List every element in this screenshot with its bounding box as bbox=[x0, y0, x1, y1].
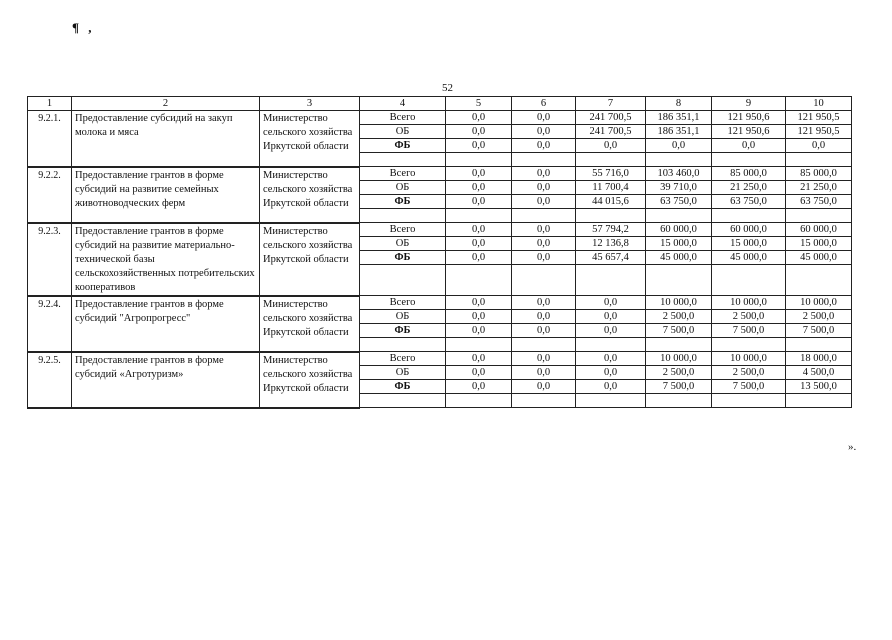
empty-cell bbox=[712, 265, 786, 296]
empty-cell bbox=[360, 209, 446, 223]
amount-cell: 60 000,0 bbox=[786, 223, 852, 237]
amount-cell: 0,0 bbox=[712, 139, 786, 153]
amount-cell: 0,0 bbox=[446, 125, 512, 139]
amount-cell: 7 500,0 bbox=[712, 380, 786, 394]
empty-cell bbox=[512, 265, 576, 296]
funding-source: Всего bbox=[360, 167, 446, 181]
header-cell: 6 bbox=[512, 97, 576, 111]
header-cell: 7 bbox=[576, 97, 646, 111]
measure-title-line: технической базы bbox=[75, 253, 155, 265]
amount-cell: 4 500,0 bbox=[786, 366, 852, 380]
measure-title-line: Предоставление субсидий на закуп bbox=[75, 113, 233, 124]
amount-cell: 15 000,0 bbox=[712, 237, 786, 251]
empty-cell bbox=[646, 209, 712, 223]
header-cell: 1 bbox=[28, 97, 72, 111]
amount-cell: 0,0 bbox=[512, 195, 576, 209]
empty-cell bbox=[360, 394, 446, 408]
table-row bbox=[28, 111, 852, 125]
table-row bbox=[28, 296, 852, 310]
amount-cell: 186 351,1 bbox=[646, 125, 712, 139]
amount-cell: 186 351,1 bbox=[646, 111, 712, 125]
amount-cell: 10 000,0 bbox=[646, 352, 712, 366]
amount-cell: 0,0 bbox=[576, 352, 646, 366]
amount-cell: 2 500,0 bbox=[712, 310, 786, 324]
measure-title-line: субсидий "Агропрогресс" bbox=[75, 312, 191, 324]
funding-source: ФБ bbox=[360, 195, 446, 209]
amount-cell: 44 015,6 bbox=[576, 195, 646, 209]
empty-cell bbox=[360, 338, 446, 352]
measure-title-line: кооперативов bbox=[75, 281, 136, 293]
executor-line: Министерство bbox=[263, 169, 328, 181]
amount-cell: 45 657,4 bbox=[576, 251, 646, 265]
empty-cell bbox=[446, 265, 512, 296]
amount-cell: 0,0 bbox=[786, 139, 852, 153]
amount-cell: 2 500,0 bbox=[712, 366, 786, 380]
amount-cell: 121 950,6 bbox=[712, 125, 786, 139]
row-number: 9.2.2. bbox=[28, 167, 72, 223]
funding-source: ФБ bbox=[360, 139, 446, 153]
amount-cell: 0,0 bbox=[446, 310, 512, 324]
closing-quote-mark: ». bbox=[848, 441, 857, 453]
empty-cell bbox=[360, 153, 446, 167]
header-cell: 2 bbox=[72, 97, 260, 111]
funding-source: Всего bbox=[360, 223, 446, 237]
empty-cell bbox=[576, 338, 646, 352]
amount-cell: 0,0 bbox=[576, 366, 646, 380]
empty-cell bbox=[512, 153, 576, 167]
funding-source: ОБ bbox=[360, 366, 446, 380]
header-cell: 9 bbox=[712, 97, 786, 111]
executor-cell bbox=[260, 111, 360, 167]
empty-cell bbox=[786, 338, 852, 352]
amount-cell: 13 500,0 bbox=[786, 380, 852, 394]
executor-line: сельского хозяйства bbox=[263, 183, 353, 195]
row-number: 9.2.3. bbox=[28, 223, 72, 296]
amount-cell: 0,0 bbox=[576, 324, 646, 338]
measure-title-line: молока и мяса bbox=[75, 127, 139, 138]
amount-cell: 0,0 bbox=[512, 296, 576, 310]
amount-cell: 0,0 bbox=[512, 310, 576, 324]
amount-cell: 39 710,0 bbox=[646, 181, 712, 195]
amount-cell: 0,0 bbox=[512, 251, 576, 265]
empty-cell bbox=[576, 153, 646, 167]
amount-cell: 60 000,0 bbox=[712, 223, 786, 237]
measure-title bbox=[72, 111, 260, 167]
header-cell: 8 bbox=[646, 97, 712, 111]
measure-title-line: Предоставление грантов в форме bbox=[75, 169, 224, 181]
amount-cell: 0,0 bbox=[446, 111, 512, 125]
amount-cell: 10 000,0 bbox=[712, 352, 786, 366]
amount-cell: 7 500,0 bbox=[786, 324, 852, 338]
empty-cell bbox=[786, 265, 852, 296]
funding-source: ФБ bbox=[360, 251, 446, 265]
measure-title-line: Предоставление грантов в форме bbox=[75, 298, 224, 310]
empty-cell bbox=[360, 265, 446, 296]
funding-source: Всего bbox=[360, 352, 446, 366]
empty-cell bbox=[712, 153, 786, 167]
amount-cell: 0,0 bbox=[446, 380, 512, 394]
amount-cell: 63 750,0 bbox=[786, 195, 852, 209]
amount-cell: 10 000,0 bbox=[712, 296, 786, 310]
amount-cell: 0,0 bbox=[512, 380, 576, 394]
amount-cell: 0,0 bbox=[512, 167, 576, 181]
amount-cell: 241 700,5 bbox=[576, 111, 646, 125]
amount-cell: 0,0 bbox=[576, 310, 646, 324]
empty-cell bbox=[512, 394, 576, 408]
amount-cell: 0,0 bbox=[446, 324, 512, 338]
amount-cell: 10 000,0 bbox=[786, 296, 852, 310]
table-row bbox=[28, 352, 852, 366]
amount-cell: 0,0 bbox=[446, 251, 512, 265]
amount-cell: 0,0 bbox=[576, 139, 646, 153]
measure-title-line: животноводческих ферм bbox=[75, 197, 186, 209]
amount-cell: 0,0 bbox=[512, 366, 576, 380]
empty-cell bbox=[576, 209, 646, 223]
row-number: 9.2.5. bbox=[28, 352, 72, 408]
amount-cell: 12 136,8 bbox=[576, 237, 646, 251]
executor-line: сельского хозяйства bbox=[263, 312, 353, 324]
measure-title-line: субсидий на развитие семейных bbox=[75, 183, 219, 195]
measure-title-line: Предоставление грантов в форме bbox=[75, 225, 224, 237]
amount-cell: 0,0 bbox=[446, 167, 512, 181]
header-cell: 5 bbox=[446, 97, 512, 111]
measure-title bbox=[72, 223, 260, 296]
measure-title bbox=[72, 167, 260, 223]
amount-cell: 45 000,0 bbox=[786, 251, 852, 265]
empty-cell bbox=[646, 394, 712, 408]
executor-line: Иркутской области bbox=[263, 253, 349, 265]
amount-cell: 63 750,0 bbox=[646, 195, 712, 209]
empty-cell bbox=[576, 394, 646, 408]
empty-cell bbox=[712, 209, 786, 223]
empty-cell bbox=[512, 209, 576, 223]
measure-title-line: субсидий «Агротуризм» bbox=[75, 368, 184, 380]
table-row bbox=[28, 223, 852, 237]
executor-cell bbox=[260, 223, 360, 296]
executor-cell bbox=[260, 352, 360, 408]
amount-cell: 85 000,0 bbox=[712, 167, 786, 181]
amount-cell: 18 000,0 bbox=[786, 352, 852, 366]
measure-title-line: Предоставление грантов в форме bbox=[75, 354, 224, 366]
executor-line: Министерство bbox=[263, 113, 328, 124]
amount-cell: 0,0 bbox=[512, 111, 576, 125]
amount-cell: 0,0 bbox=[576, 380, 646, 394]
amount-cell: 15 000,0 bbox=[786, 237, 852, 251]
budget-table bbox=[27, 96, 852, 409]
amount-cell: 0,0 bbox=[512, 139, 576, 153]
amount-cell: 45 000,0 bbox=[712, 251, 786, 265]
executor-line: Иркутской области bbox=[263, 141, 349, 152]
scan-mark: ¶ , bbox=[72, 20, 95, 35]
amount-cell: 0,0 bbox=[446, 181, 512, 195]
amount-cell: 103 460,0 bbox=[646, 167, 712, 181]
amount-cell: 0,0 bbox=[446, 352, 512, 366]
funding-source: Всего bbox=[360, 296, 446, 310]
amount-cell: 121 950,6 bbox=[712, 111, 786, 125]
amount-cell: 7 500,0 bbox=[646, 380, 712, 394]
funding-source: ОБ bbox=[360, 237, 446, 251]
empty-cell bbox=[446, 153, 512, 167]
amount-cell: 0,0 bbox=[446, 195, 512, 209]
executor-line: Министерство bbox=[263, 225, 328, 237]
amount-cell: 0,0 bbox=[446, 237, 512, 251]
measure-title bbox=[72, 352, 260, 408]
funding-source: ФБ bbox=[360, 324, 446, 338]
amount-cell: 121 950,5 bbox=[786, 125, 852, 139]
funding-source: ОБ bbox=[360, 125, 446, 139]
empty-cell bbox=[576, 265, 646, 296]
amount-cell: 0,0 bbox=[446, 139, 512, 153]
executor-line: Министерство bbox=[263, 354, 328, 366]
measure-title-line: субсидий на развитие материально- bbox=[75, 239, 235, 251]
header-cell: 4 bbox=[360, 97, 446, 111]
measure-title bbox=[72, 296, 260, 352]
amount-cell: 0,0 bbox=[512, 125, 576, 139]
amount-cell: 0,0 bbox=[446, 223, 512, 237]
table-row bbox=[28, 167, 852, 181]
amount-cell: 10 000,0 bbox=[646, 296, 712, 310]
amount-cell: 0,0 bbox=[512, 352, 576, 366]
amount-cell: 0,0 bbox=[576, 296, 646, 310]
funding-source: ОБ bbox=[360, 181, 446, 195]
amount-cell: 60 000,0 bbox=[646, 223, 712, 237]
amount-cell: 11 700,4 bbox=[576, 181, 646, 195]
amount-cell: 2 500,0 bbox=[646, 366, 712, 380]
empty-cell bbox=[646, 338, 712, 352]
funding-source: ФБ bbox=[360, 380, 446, 394]
header-cell: 10 bbox=[786, 97, 852, 111]
amount-cell: 15 000,0 bbox=[646, 237, 712, 251]
executor-line: Иркутской области bbox=[263, 382, 349, 394]
amount-cell: 45 000,0 bbox=[646, 251, 712, 265]
executor-line: Министерство bbox=[263, 298, 328, 310]
amount-cell: 21 250,0 bbox=[786, 181, 852, 195]
amount-cell: 2 500,0 bbox=[646, 310, 712, 324]
empty-cell bbox=[786, 153, 852, 167]
header-cell: 3 bbox=[260, 97, 360, 111]
amount-cell: 241 700,5 bbox=[576, 125, 646, 139]
empty-cell bbox=[512, 338, 576, 352]
executor-line: сельского хозяйства bbox=[263, 239, 353, 251]
amount-cell: 2 500,0 bbox=[786, 310, 852, 324]
row-number: 9.2.1. bbox=[28, 111, 72, 167]
funding-source: Всего bbox=[360, 111, 446, 125]
empty-cell bbox=[446, 209, 512, 223]
empty-cell bbox=[786, 209, 852, 223]
empty-cell bbox=[646, 265, 712, 296]
row-number: 9.2.4. bbox=[28, 296, 72, 352]
amount-cell: 57 794,2 bbox=[576, 223, 646, 237]
amount-cell: 63 750,0 bbox=[712, 195, 786, 209]
measure-title-line: сельскохозяйственных потребительских bbox=[75, 267, 255, 279]
amount-cell: 55 716,0 bbox=[576, 167, 646, 181]
amount-cell: 85 000,0 bbox=[786, 167, 852, 181]
empty-cell bbox=[446, 394, 512, 408]
empty-cell bbox=[712, 394, 786, 408]
empty-cell bbox=[786, 394, 852, 408]
page-number: 52 bbox=[442, 82, 453, 94]
empty-cell bbox=[646, 153, 712, 167]
amount-cell: 21 250,0 bbox=[712, 181, 786, 195]
amount-cell: 0,0 bbox=[446, 296, 512, 310]
amount-cell: 0,0 bbox=[512, 324, 576, 338]
amount-cell: 7 500,0 bbox=[712, 324, 786, 338]
amount-cell: 121 950,5 bbox=[786, 111, 852, 125]
amount-cell: 0,0 bbox=[446, 366, 512, 380]
amount-cell: 0,0 bbox=[512, 181, 576, 195]
funding-source: ОБ bbox=[360, 310, 446, 324]
executor-line: Иркутской области bbox=[263, 197, 349, 209]
amount-cell: 7 500,0 bbox=[646, 324, 712, 338]
executor-line: Иркутской области bbox=[263, 326, 349, 338]
executor-line: сельского хозяйства bbox=[263, 368, 353, 380]
executor-cell bbox=[260, 296, 360, 352]
header-row bbox=[28, 97, 852, 111]
empty-cell bbox=[712, 338, 786, 352]
amount-cell: 0,0 bbox=[512, 237, 576, 251]
executor-line: сельского хозяйства bbox=[263, 127, 353, 138]
executor-cell bbox=[260, 167, 360, 223]
amount-cell: 0,0 bbox=[512, 223, 576, 237]
amount-cell: 0,0 bbox=[646, 139, 712, 153]
empty-cell bbox=[446, 338, 512, 352]
